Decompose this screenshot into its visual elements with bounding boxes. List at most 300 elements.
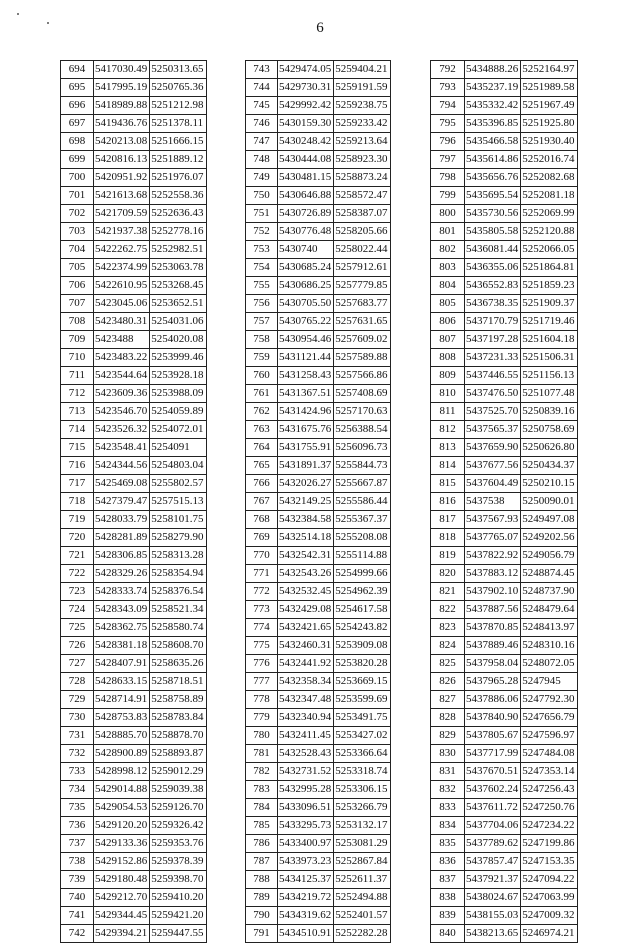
coordinates-table-3 — [430, 60, 578, 943]
table-row — [61, 853, 207, 871]
x-coordinate-cell: 5429120.20 — [94, 817, 150, 835]
x-coordinate-cell: 5438213.65 — [465, 925, 521, 943]
table-row — [431, 277, 578, 295]
table-row — [431, 187, 578, 205]
x-coordinate-cell: 5421709.59 — [94, 205, 150, 223]
y-coordinate-cell: 5247199.86 — [521, 835, 577, 853]
x-coordinate-cell: 5437170.79 — [465, 313, 521, 331]
point-number-cell: 786 — [246, 835, 278, 853]
table-row — [246, 475, 391, 493]
y-coordinate-cell: 5255844.73 — [334, 457, 390, 475]
point-number-cell: 755 — [246, 277, 278, 295]
table-row — [431, 691, 578, 709]
y-coordinate-cell: 5248310.16 — [521, 637, 577, 655]
table-row — [431, 889, 578, 907]
table-row — [61, 169, 207, 187]
table-row — [246, 367, 391, 385]
x-coordinate-cell: 5420816.13 — [94, 151, 150, 169]
point-number-cell: 801 — [431, 223, 465, 241]
y-coordinate-cell: 5253318.74 — [334, 763, 390, 781]
y-coordinate-cell: 5259039.38 — [150, 781, 206, 799]
x-coordinate-cell: 5432384.58 — [278, 511, 334, 529]
point-number-cell: 694 — [61, 61, 94, 79]
point-number-cell: 836 — [431, 853, 465, 871]
point-number-cell: 765 — [246, 457, 278, 475]
y-coordinate-cell: 5258354.94 — [150, 565, 206, 583]
x-coordinate-cell: 5437659.90 — [465, 439, 521, 457]
table-row — [246, 637, 391, 655]
x-coordinate-cell: 5434125.37 — [278, 871, 334, 889]
x-coordinate-cell: 5437883.12 — [465, 565, 521, 583]
table-row — [431, 223, 578, 241]
point-number-cell: 706 — [61, 277, 94, 295]
point-number-cell: 811 — [431, 403, 465, 421]
table-row — [431, 529, 578, 547]
point-number-cell: 771 — [246, 565, 278, 583]
y-coordinate-cell: 5253266.79 — [334, 799, 390, 817]
y-coordinate-cell: 5252164.97 — [521, 61, 577, 79]
y-coordinate-cell: 5251378.11 — [150, 115, 206, 133]
point-number-cell: 734 — [61, 781, 94, 799]
table-row — [246, 889, 391, 907]
y-coordinate-cell: 5253988.09 — [150, 385, 206, 403]
point-number-cell: 722 — [61, 565, 94, 583]
table-row — [431, 61, 578, 79]
x-coordinate-cell: 5437704.06 — [465, 817, 521, 835]
table-row — [246, 709, 391, 727]
y-coordinate-cell: 5258279.90 — [150, 529, 206, 547]
point-number-cell: 782 — [246, 763, 278, 781]
table-row — [61, 781, 207, 799]
y-coordinate-cell: 5257408.69 — [334, 385, 390, 403]
y-coordinate-cell: 5253599.69 — [334, 691, 390, 709]
table-row — [246, 601, 391, 619]
x-coordinate-cell: 5430685.24 — [278, 259, 334, 277]
coordinates-table-1 — [60, 60, 207, 943]
table-row — [431, 601, 578, 619]
table-row — [61, 115, 207, 133]
x-coordinate-cell: 5423546.70 — [94, 403, 150, 421]
y-coordinate-cell: 5250210.15 — [521, 475, 577, 493]
y-coordinate-cell: 5247234.22 — [521, 817, 577, 835]
point-number-cell: 827 — [431, 691, 465, 709]
table-row — [431, 799, 578, 817]
y-coordinate-cell: 5252081.18 — [521, 187, 577, 205]
x-coordinate-cell: 5432532.45 — [278, 583, 334, 601]
point-number-cell: 828 — [431, 709, 465, 727]
y-coordinate-cell: 5255208.08 — [334, 529, 390, 547]
x-coordinate-cell: 5431755.91 — [278, 439, 334, 457]
y-coordinate-cell: 5258101.75 — [150, 511, 206, 529]
table-row — [431, 367, 578, 385]
x-coordinate-cell: 5435466.58 — [465, 133, 521, 151]
y-coordinate-cell: 5247656.79 — [521, 709, 577, 727]
y-coordinate-cell: 5259410.20 — [150, 889, 206, 907]
x-coordinate-cell: 5437840.90 — [465, 709, 521, 727]
y-coordinate-cell: 5257515.13 — [150, 493, 206, 511]
x-coordinate-cell: 5423548.41 — [94, 439, 150, 457]
point-number-cell: 744 — [246, 79, 278, 97]
point-number-cell: 822 — [431, 601, 465, 619]
y-coordinate-cell: 5249202.56 — [521, 529, 577, 547]
x-coordinate-cell: 5423544.64 — [94, 367, 150, 385]
y-coordinate-cell: 5251925.80 — [521, 115, 577, 133]
table-row — [61, 187, 207, 205]
point-number-cell: 711 — [61, 367, 94, 385]
x-coordinate-cell: 5431891.37 — [278, 457, 334, 475]
y-coordinate-cell: 5255802.57 — [150, 475, 206, 493]
table-row — [61, 205, 207, 223]
y-coordinate-cell: 5258635.26 — [150, 655, 206, 673]
y-coordinate-cell: 5247945 — [521, 673, 577, 691]
point-number-cell: 714 — [61, 421, 94, 439]
y-coordinate-cell: 5252982.51 — [150, 241, 206, 259]
x-coordinate-cell: 5432731.52 — [278, 763, 334, 781]
point-number-cell: 760 — [246, 367, 278, 385]
x-coordinate-cell: 5429394.21 — [94, 925, 150, 943]
table-row — [61, 817, 207, 835]
point-number-cell: 730 — [61, 709, 94, 727]
table-row — [61, 79, 207, 97]
table-row — [61, 763, 207, 781]
point-number-cell: 705 — [61, 259, 94, 277]
x-coordinate-cell: 5428998.12 — [94, 763, 150, 781]
point-number-cell: 763 — [246, 421, 278, 439]
table-row — [431, 763, 578, 781]
y-coordinate-cell: 5251506.31 — [521, 349, 577, 367]
point-number-cell: 767 — [246, 493, 278, 511]
point-number-cell: 790 — [246, 907, 278, 925]
table-row — [61, 529, 207, 547]
point-number-cell: 817 — [431, 511, 465, 529]
point-number-cell: 794 — [431, 97, 465, 115]
point-number-cell: 784 — [246, 799, 278, 817]
table-row — [431, 817, 578, 835]
y-coordinate-cell: 5259126.70 — [150, 799, 206, 817]
y-coordinate-cell: 5255667.87 — [334, 475, 390, 493]
point-number-cell: 804 — [431, 277, 465, 295]
point-number-cell: 816 — [431, 493, 465, 511]
x-coordinate-cell: 5425469.08 — [94, 475, 150, 493]
point-number-cell: 728 — [61, 673, 94, 691]
table-row — [431, 79, 578, 97]
y-coordinate-cell: 5250313.65 — [150, 61, 206, 79]
y-coordinate-cell: 5253820.28 — [334, 655, 390, 673]
table-row — [61, 673, 207, 691]
table-row — [246, 565, 391, 583]
x-coordinate-cell: 5430248.42 — [278, 133, 334, 151]
x-coordinate-cell: 5430726.89 — [278, 205, 334, 223]
point-number-cell: 829 — [431, 727, 465, 745]
page-number: 6 — [316, 20, 324, 36]
point-number-cell: 792 — [431, 61, 465, 79]
y-coordinate-cell: 5253306.15 — [334, 781, 390, 799]
y-coordinate-cell: 5258608.70 — [150, 637, 206, 655]
y-coordinate-cell: 5247484.08 — [521, 745, 577, 763]
x-coordinate-cell: 5434319.62 — [278, 907, 334, 925]
y-coordinate-cell: 5257912.61 — [334, 259, 390, 277]
y-coordinate-cell: 5247009.32 — [521, 907, 577, 925]
y-coordinate-cell: 5253669.15 — [334, 673, 390, 691]
y-coordinate-cell: 5253132.17 — [334, 817, 390, 835]
table-row — [61, 637, 207, 655]
point-number-cell: 738 — [61, 853, 94, 871]
x-coordinate-cell: 5437604.49 — [465, 475, 521, 493]
table-row — [61, 97, 207, 115]
table-row — [61, 799, 207, 817]
point-number-cell: 699 — [61, 151, 94, 169]
table-row — [246, 151, 391, 169]
x-coordinate-cell: 5435396.85 — [465, 115, 521, 133]
y-coordinate-cell: 5252066.05 — [521, 241, 577, 259]
y-coordinate-cell: 5258718.51 — [150, 673, 206, 691]
point-number-cell: 798 — [431, 169, 465, 187]
table-row — [431, 133, 578, 151]
x-coordinate-cell: 5432995.28 — [278, 781, 334, 799]
x-coordinate-cell: 5432543.26 — [278, 565, 334, 583]
point-number-cell: 758 — [246, 331, 278, 349]
table-row — [431, 511, 578, 529]
x-coordinate-cell: 5418989.88 — [94, 97, 150, 115]
x-coordinate-cell: 5429133.36 — [94, 835, 150, 853]
scan-speck — [17, 13, 19, 15]
table-row — [431, 619, 578, 637]
y-coordinate-cell: 5252867.84 — [334, 853, 390, 871]
point-number-cell: 756 — [246, 295, 278, 313]
x-coordinate-cell: 5422374.99 — [94, 259, 150, 277]
point-number-cell: 704 — [61, 241, 94, 259]
y-coordinate-cell: 5251909.37 — [521, 295, 577, 313]
y-coordinate-cell: 5254091 — [150, 439, 206, 457]
table-row — [61, 691, 207, 709]
x-coordinate-cell: 5437805.67 — [465, 727, 521, 745]
table-row — [431, 565, 578, 583]
point-number-cell: 785 — [246, 817, 278, 835]
point-number-cell: 770 — [246, 547, 278, 565]
coordinates-table-2 — [245, 60, 391, 943]
point-number-cell: 821 — [431, 583, 465, 601]
table-row — [61, 889, 207, 907]
point-number-cell: 837 — [431, 871, 465, 889]
point-number-cell: 742 — [61, 925, 94, 943]
x-coordinate-cell: 5428281.89 — [94, 529, 150, 547]
table-row — [61, 583, 207, 601]
point-number-cell: 800 — [431, 205, 465, 223]
table-row — [246, 97, 391, 115]
y-coordinate-cell: 5258873.24 — [334, 169, 390, 187]
point-number-cell: 720 — [61, 529, 94, 547]
point-number-cell: 769 — [246, 529, 278, 547]
x-coordinate-cell: 5432347.48 — [278, 691, 334, 709]
point-number-cell: 768 — [246, 511, 278, 529]
y-coordinate-cell: 5250765.36 — [150, 79, 206, 97]
y-coordinate-cell: 5257683.77 — [334, 295, 390, 313]
x-coordinate-cell: 5436552.83 — [465, 277, 521, 295]
point-number-cell: 783 — [246, 781, 278, 799]
table-row — [246, 331, 391, 349]
x-coordinate-cell: 5428714.91 — [94, 691, 150, 709]
point-number-cell: 732 — [61, 745, 94, 763]
y-coordinate-cell: 5247094.22 — [521, 871, 577, 889]
y-coordinate-cell: 5250626.80 — [521, 439, 577, 457]
point-number-cell: 823 — [431, 619, 465, 637]
y-coordinate-cell: 5254059.89 — [150, 403, 206, 421]
x-coordinate-cell: 5437789.62 — [465, 835, 521, 853]
y-coordinate-cell: 5247792.30 — [521, 691, 577, 709]
point-number-cell: 696 — [61, 97, 94, 115]
table-row — [431, 745, 578, 763]
y-coordinate-cell: 5252120.88 — [521, 223, 577, 241]
table-row — [61, 403, 207, 421]
point-number-cell: 831 — [431, 763, 465, 781]
y-coordinate-cell: 5251859.23 — [521, 277, 577, 295]
point-number-cell: 727 — [61, 655, 94, 673]
x-coordinate-cell: 5429014.88 — [94, 781, 150, 799]
table-row — [431, 853, 578, 871]
point-number-cell: 807 — [431, 331, 465, 349]
point-number-cell: 818 — [431, 529, 465, 547]
x-coordinate-cell: 5433973.23 — [278, 853, 334, 871]
point-number-cell: 802 — [431, 241, 465, 259]
table-row — [246, 727, 391, 745]
table-row — [246, 673, 391, 691]
table-row — [246, 745, 391, 763]
y-coordinate-cell: 5254962.39 — [334, 583, 390, 601]
y-coordinate-cell: 5252069.99 — [521, 205, 577, 223]
point-number-cell: 725 — [61, 619, 94, 637]
table-row — [246, 115, 391, 133]
point-number-cell: 751 — [246, 205, 278, 223]
x-coordinate-cell: 5435332.42 — [465, 97, 521, 115]
x-coordinate-cell: 5437525.70 — [465, 403, 521, 421]
x-coordinate-cell: 5436081.44 — [465, 241, 521, 259]
y-coordinate-cell: 5259191.59 — [334, 79, 390, 97]
table-row — [431, 709, 578, 727]
y-coordinate-cell: 5248874.45 — [521, 565, 577, 583]
point-number-cell: 834 — [431, 817, 465, 835]
table-row — [246, 907, 391, 925]
y-coordinate-cell: 5258878.70 — [150, 727, 206, 745]
y-coordinate-cell: 5248737.90 — [521, 583, 577, 601]
table-row — [246, 691, 391, 709]
y-coordinate-cell: 5246974.21 — [521, 925, 577, 943]
y-coordinate-cell: 5257566.86 — [334, 367, 390, 385]
table-row — [246, 403, 391, 421]
x-coordinate-cell: 5419436.76 — [94, 115, 150, 133]
table-row — [431, 637, 578, 655]
x-coordinate-cell: 5430686.25 — [278, 277, 334, 295]
x-coordinate-cell: 5435695.54 — [465, 187, 521, 205]
y-coordinate-cell: 5251930.40 — [521, 133, 577, 151]
point-number-cell: 806 — [431, 313, 465, 331]
x-coordinate-cell: 5437602.24 — [465, 781, 521, 799]
table-row — [431, 781, 578, 799]
table-row — [61, 313, 207, 331]
y-coordinate-cell: 5257589.88 — [334, 349, 390, 367]
table-row — [431, 313, 578, 331]
x-coordinate-cell: 5428753.83 — [94, 709, 150, 727]
x-coordinate-cell: 5437822.92 — [465, 547, 521, 565]
y-coordinate-cell: 5258572.47 — [334, 187, 390, 205]
x-coordinate-cell: 5437857.47 — [465, 853, 521, 871]
x-coordinate-cell: 5421613.68 — [94, 187, 150, 205]
point-number-cell: 810 — [431, 385, 465, 403]
table-row — [61, 367, 207, 385]
y-coordinate-cell: 5253366.64 — [334, 745, 390, 763]
point-number-cell: 826 — [431, 673, 465, 691]
y-coordinate-cell: 5253909.08 — [334, 637, 390, 655]
y-coordinate-cell: 5253081.29 — [334, 835, 390, 853]
y-coordinate-cell: 5252636.43 — [150, 205, 206, 223]
y-coordinate-cell: 5251156.13 — [521, 367, 577, 385]
y-coordinate-cell: 5258022.44 — [334, 241, 390, 259]
table-row — [61, 835, 207, 853]
y-coordinate-cell: 5252494.88 — [334, 889, 390, 907]
x-coordinate-cell: 5432441.92 — [278, 655, 334, 673]
table-row — [246, 277, 391, 295]
point-number-cell: 775 — [246, 637, 278, 655]
table-row — [246, 817, 391, 835]
point-number-cell: 746 — [246, 115, 278, 133]
y-coordinate-cell: 5255586.44 — [334, 493, 390, 511]
table-row — [246, 835, 391, 853]
table-row — [61, 925, 207, 943]
point-number-cell: 788 — [246, 871, 278, 889]
table-row — [431, 925, 578, 943]
point-number-cell: 777 — [246, 673, 278, 691]
point-number-cell: 754 — [246, 259, 278, 277]
y-coordinate-cell: 5254803.04 — [150, 457, 206, 475]
table-row — [431, 349, 578, 367]
y-coordinate-cell: 5251666.15 — [150, 133, 206, 151]
x-coordinate-cell: 5429474.05 — [278, 61, 334, 79]
table-row — [431, 385, 578, 403]
table-row — [61, 709, 207, 727]
y-coordinate-cell: 5251967.49 — [521, 97, 577, 115]
y-coordinate-cell: 5254617.58 — [334, 601, 390, 619]
table-row — [246, 511, 391, 529]
y-coordinate-cell: 5258521.34 — [150, 601, 206, 619]
y-coordinate-cell: 5252778.16 — [150, 223, 206, 241]
x-coordinate-cell: 5433096.51 — [278, 799, 334, 817]
y-coordinate-cell: 5251719.46 — [521, 313, 577, 331]
table-row — [246, 493, 391, 511]
table-row — [61, 655, 207, 673]
y-coordinate-cell: 5259012.29 — [150, 763, 206, 781]
table-row — [246, 385, 391, 403]
y-coordinate-cell: 5252282.28 — [334, 925, 390, 943]
x-coordinate-cell: 5432340.94 — [278, 709, 334, 727]
y-coordinate-cell: 5247256.43 — [521, 781, 577, 799]
y-coordinate-cell: 5250758.69 — [521, 421, 577, 439]
y-coordinate-cell: 5256096.73 — [334, 439, 390, 457]
x-coordinate-cell: 5437765.07 — [465, 529, 521, 547]
y-coordinate-cell: 5256388.54 — [334, 421, 390, 439]
table-row — [431, 439, 578, 457]
point-number-cell: 778 — [246, 691, 278, 709]
point-number-cell: 715 — [61, 439, 94, 457]
table-row — [246, 61, 391, 79]
x-coordinate-cell: 5432421.65 — [278, 619, 334, 637]
table-row — [61, 133, 207, 151]
table-row — [246, 925, 391, 943]
table-row — [61, 277, 207, 295]
x-coordinate-cell: 5431258.43 — [278, 367, 334, 385]
y-coordinate-cell: 5251989.58 — [521, 79, 577, 97]
x-coordinate-cell: 5430159.30 — [278, 115, 334, 133]
y-coordinate-cell: 5258387.07 — [334, 205, 390, 223]
point-number-cell: 712 — [61, 385, 94, 403]
